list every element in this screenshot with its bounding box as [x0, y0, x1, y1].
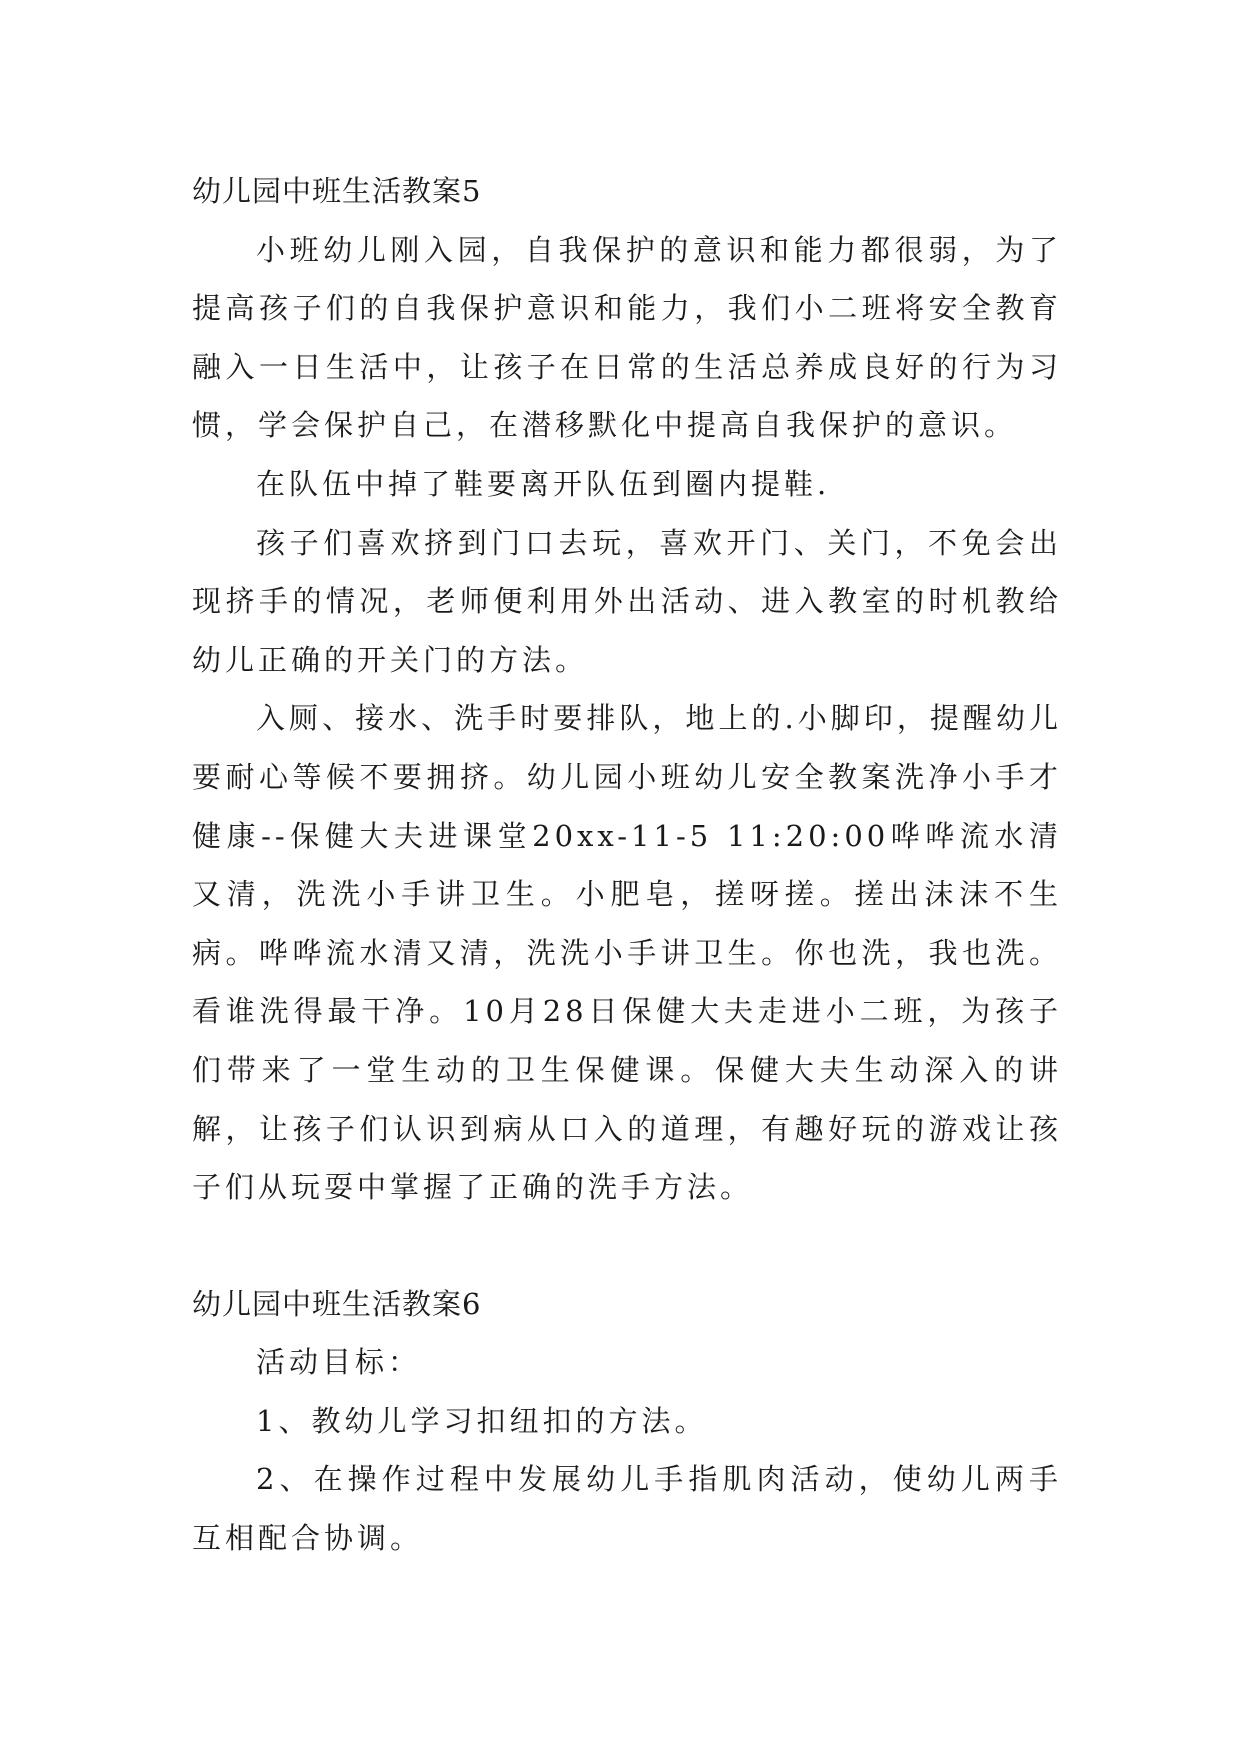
paragraph: 入厕、接水、洗手时要排队，地上的.小脚印，提醒幼儿要耐心等候不要拥挤。幼儿园小班幼儿安全教案洗净小手才健康--保健大夫进课堂20xx-11-5 11:20:00哗哗流水清又清，洗洗小手讲卫生。小肥皂，搓呀搓。搓出沫沫不生病。哗哗流水清又清，洗洗小手讲卫生。你也洗，我也洗。看谁洗得最干净。10月28日保健大夫走进小二班，为孩子们带来了一堂生动的卫生保健课。保健大夫生动深入的讲解，让孩子们认识到病从口入的道理，有趣好玩的游戏让孩子们从玩耍中掌握了正确的洗手方法。: [192, 701, 1062, 1205]
section-title-5: 幼儿园中班生活教案5: [192, 174, 482, 208]
paragraph: 孩子们喜欢挤到门口去玩，喜欢开门、关门，不免会出现挤手的情况，老师便利用外出活动、进入教室的时机教给幼儿正确的开关门的方法。: [192, 525, 1062, 677]
section-title-6: 幼儿园中班生活教案6: [192, 1286, 482, 1321]
paragraph: 活动目标：: [256, 1345, 422, 1380]
document-body: [192, 162, 1062, 1568]
paragraph: 小班幼儿刚入园，自我保护的意识和能力都很弱，为了提高孩子们的自我保护意识和能力，我们小二班将安全教育融入一日生活中，让孩子在日常的生活总养成良好的行为习惯，学会保护自己，在潜移默化中提高自我保护的意识。: [192, 232, 1062, 443]
paragraph: 2、在操作过程中发展幼儿手指肌肉活动，使幼儿两手互相配合协调。: [192, 1462, 1062, 1556]
section-spacer: [192, 1217, 1062, 1275]
paragraph: 1、教幼儿学习扣纽扣的方法。: [256, 1403, 708, 1438]
paragraph: 在队伍中掉了鞋要离开队伍到圈内提鞋.: [256, 466, 831, 501]
